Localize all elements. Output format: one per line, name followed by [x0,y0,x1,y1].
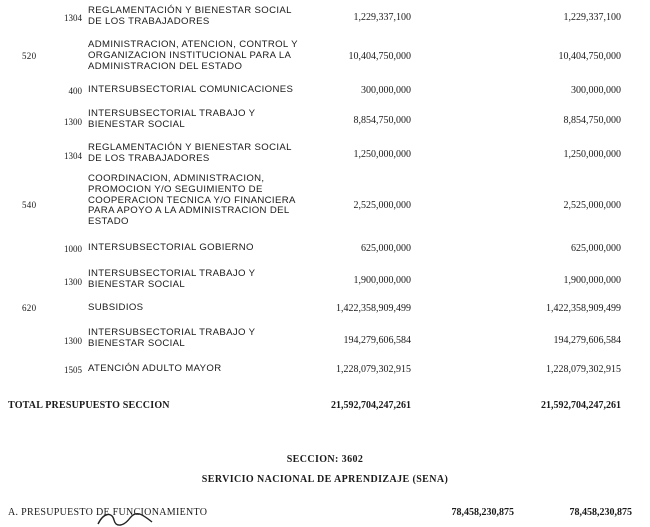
program-code: 620 [22,303,37,313]
amount-appropriation: 1,229,337,100 [353,12,411,23]
amount-appropriation: 2,525,000,000 [353,200,411,211]
amount-total: 2,525,000,000 [563,200,621,211]
program-code: 540 [22,200,37,210]
row-description: SUBSIDIOS [88,302,144,313]
subprogram-code: 1300 [64,336,82,346]
row-description: ATENCIÓN ADULTO MAYOR [88,363,222,374]
row-description: ADMINISTRACION, ATENCION, CONTROL Y ORGANIZACION INSTITUCIONAL PARA LA ADMINISTRACION DEL ESTADO [88,39,298,72]
amount-appropriation: 1,900,000,000 [353,275,411,286]
row-description: INTERSUBSECTORIAL TRABAJO Y BIENESTAR SOCIAL [88,268,256,290]
subprogram-code: 1000 [64,244,82,254]
row-description: INTERSUBSECTORIAL COMUNICACIONES [88,84,294,95]
row-description: INTERSUBSECTORIAL TRABAJO Y BIENESTAR SOCIAL [88,108,256,130]
amount-total: 625,000,000 [571,243,621,254]
subprogram-code: 400 [68,86,82,96]
amount-appropriation: 8,854,750,000 [353,115,411,126]
handwritten-signature-mark [96,510,156,527]
amount-appropriation: 300,000,000 [361,85,411,96]
subprogram-code: 1505 [64,365,82,375]
section-total-amount: 21,592,704,247,261 [541,400,621,411]
section-total-appropriation: 21,592,704,247,261 [331,400,411,411]
funcionamiento-label: A. PRESUPUESTO DE FUNCIONAMIENTO [8,507,208,518]
subprogram-code: 1304 [64,13,82,23]
amount-appropriation: 1,422,358,909,499 [336,303,411,314]
amount-appropriation: 1,250,000,000 [353,149,411,160]
amount-total: 1,229,337,100 [563,12,621,23]
amount-total: 1,250,000,000 [563,149,621,160]
subprogram-code: 1300 [64,117,82,127]
amount-total: 1,900,000,000 [563,275,621,286]
amount-total: 300,000,000 [571,85,621,96]
amount-total: 1,228,079,302,915 [546,364,621,375]
row-description: INTERSUBSECTORIAL TRABAJO Y BIENESTAR SOCIAL [88,327,256,349]
amount-total: 1,422,358,909,499 [546,303,621,314]
amount-appropriation: 625,000,000 [361,243,411,254]
amount-total: 194,279,606,584 [553,335,621,346]
amount-appropriation: 194,279,606,584 [343,335,411,346]
funcionamiento-total: 78,458,230,875 [569,507,632,518]
subprogram-code: 1304 [64,151,82,161]
row-description: COORDINACION, ADMINISTRACION, PROMOCION Y/O SEGUIMIENTO DE COOPERACION TECNICA Y/O FINANCIERA PARA APOYO A LA ADMINISTRACION DEL ESTADO [88,173,296,228]
row-description: REGLAMENTACIÓN Y BIENESTAR SOCIAL DE LOS TRABAJADORES [88,142,292,164]
amount-appropriation: 10,404,750,000 [348,51,411,62]
amount-appropriation: 1,228,079,302,915 [336,364,411,375]
funcionamiento-appropriation: 78,458,230,875 [451,507,514,518]
section-entity-heading: SERVICIO NACIONAL DE APRENDIZAJE (SENA) [201,474,449,485]
section-number-heading: SECCION: 3602 [286,454,364,465]
amount-total: 10,404,750,000 [558,51,621,62]
section-total-label: TOTAL PRESUPUESTO SECCION [8,400,170,411]
program-code: 520 [22,51,37,61]
row-description: INTERSUBSECTORIAL GOBIERNO [88,242,254,253]
row-description: REGLAMENTACIÓN Y BIENESTAR SOCIAL DE LOS TRABAJADORES [88,5,292,27]
amount-total: 8,854,750,000 [563,115,621,126]
subprogram-code: 1300 [64,277,82,287]
